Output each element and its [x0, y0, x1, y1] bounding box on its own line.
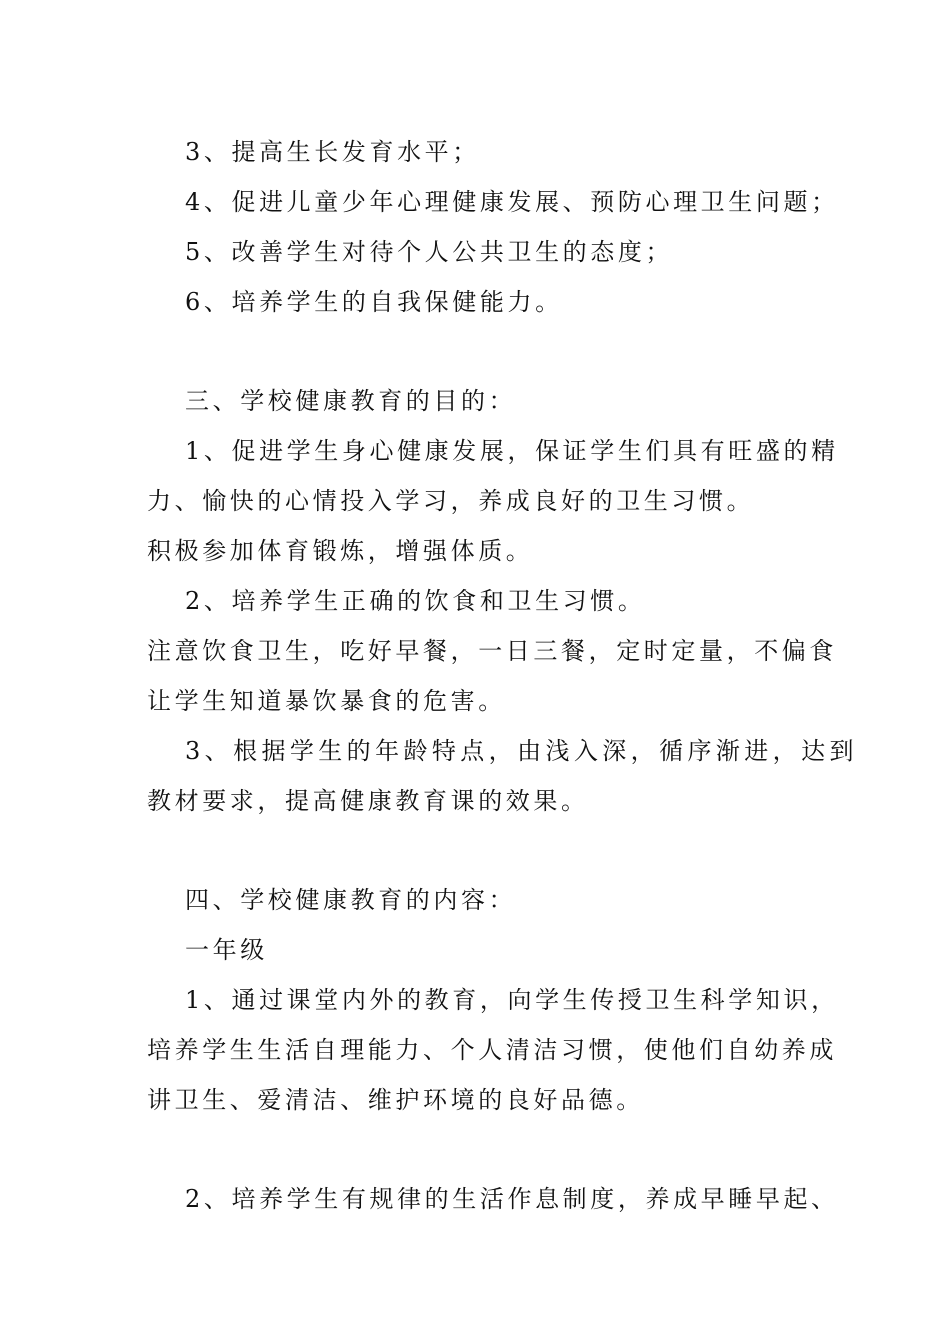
paragraph-line: 注意饮食卫生，吃好早餐，一日三餐，定时定量，不偏食 [147, 637, 837, 665]
grade-heading: 一年级 [185, 936, 268, 964]
section-heading-4: 四、学校健康教育的内容： [185, 886, 517, 914]
paragraph-line: 让学生知道暴饮暴食的危害。 [147, 687, 506, 715]
paragraph-line: 1、通过课堂内外的教育，向学生传授卫生科学知识， [185, 986, 839, 1014]
paragraph-line: 1、促进学生身心健康发展，保证学生们具有旺盛的精 [185, 437, 839, 465]
paragraph-line: 2、培养学生有规律的生活作息制度，养成早睡早起、 [185, 1185, 839, 1213]
paragraph-line: 讲卫生、爱清洁、维护环境的良好品德。 [147, 1086, 644, 1114]
paragraph-line: 2、培养学生正确的饮食和卫生习惯。 [185, 587, 646, 615]
paragraph-line: 培养学生生活自理能力、个人清洁习惯，使他们自幼养成 [147, 1036, 837, 1064]
section-heading-3: 三、学校健康教育的目的： [185, 387, 517, 415]
paragraph-line: 积极参加体育锻炼，增强体质。 [147, 537, 534, 565]
paragraph-line: 教材要求，提高健康教育课的效果。 [147, 787, 589, 815]
paragraph-line: 3、根据学生的年龄特点，由浅入深，循序渐进，达到 [185, 737, 858, 765]
list-item-6: 6、培养学生的自我保健能力。 [185, 288, 563, 316]
paragraph-line: 力、愉快的心情投入学习，养成良好的卫生习惯。 [147, 487, 755, 515]
list-item-5: 5、改善学生对待个人公共卫生的态度； [185, 238, 674, 266]
list-item-4: 4、促进儿童少年心理健康发展、预防心理卫生问题； [185, 188, 839, 216]
list-item-3: 3、提高生长发育水平； [185, 138, 480, 166]
